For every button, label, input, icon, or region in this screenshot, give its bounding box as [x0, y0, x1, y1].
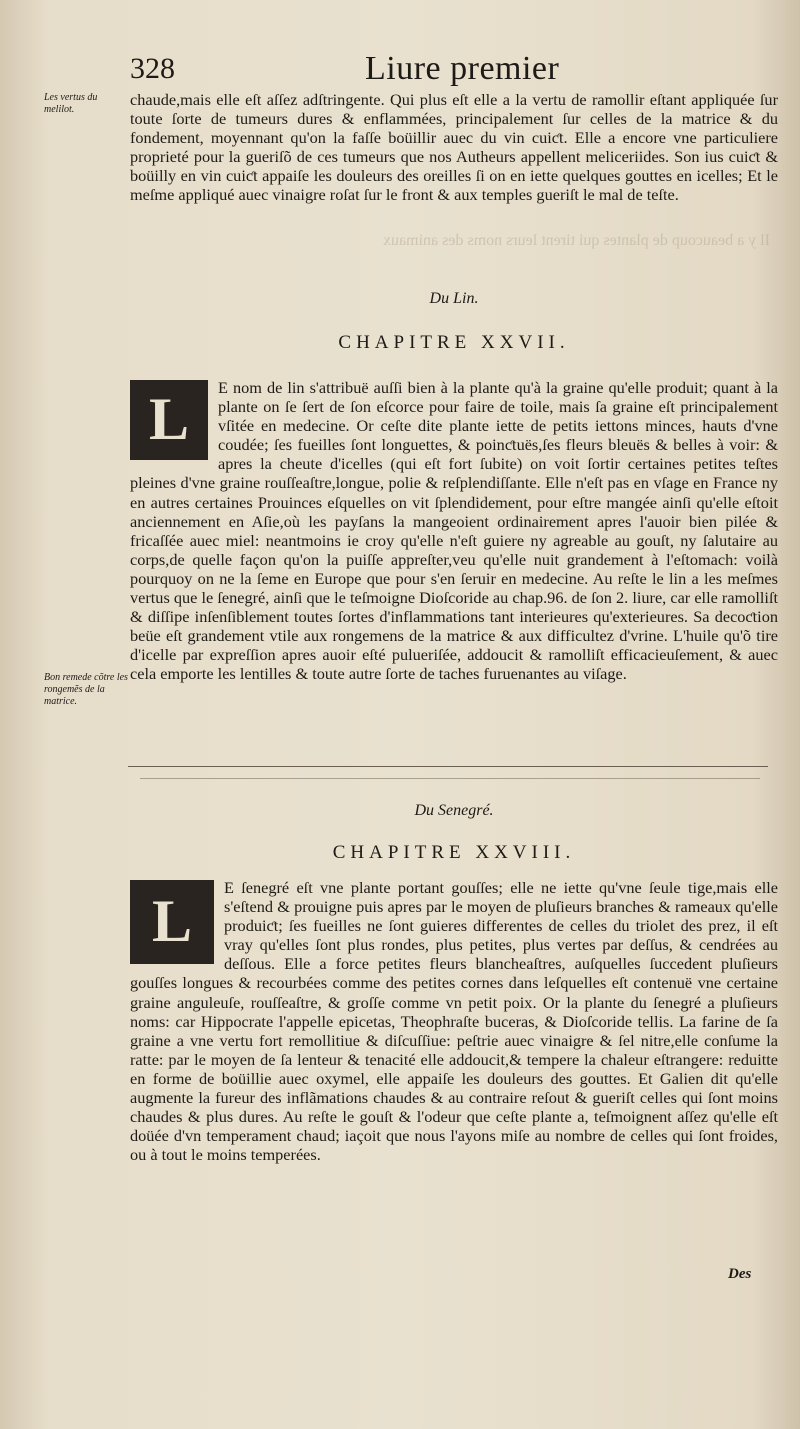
chapter-heading-27: CHAPITRE XXVII. [338, 332, 570, 353]
decorated-initial-letter: L [130, 880, 214, 964]
chapter-28-body [130, 878, 778, 1164]
paragraph-continuation: chaude,mais elle eſt aſſez adſtringente. Qui plus eſt elle a la vertu de ramollir eſtant appliquée ſur toute ſorte de tumeurs dures & enflammées, principalement ſur celles de la matrice & du fondement, moyennant qu'on la faſſe boüillir auec du vin cuiƈt. Elle a encore vne particuliere proprieté pour la gueriſõ de ces tumeurs que nos Autheurs appellent meliceriides. Son ius cuiƈt & boüilly en vin cuiƈt appaiſe les douleurs des oreilles ſi on en iette quelques gouttes en icelles; Et le meſme appliqué auec vinaigre roſat ſur le front & aux temples gueriſt le mal de teſte. [130, 90, 778, 205]
section-title-senegre: Du Senegré. [414, 802, 494, 819]
bleed-through-text: Il y a beaucoup de plantes qui tirent leurs noms des animaux [382, 232, 770, 249]
chapter-27-text: E nom de lin s'attribuë auſſi bien à la plante qu'à la graine qu'elle produit; quant à la plante on ſe ſert de ſon eſcorce pour faire de toile, mais ſa graine eſt principalement vſitée en medecine. Or ceſte dite plante iette de petits iettons minces, hauts d'vne coudée; ſes fueilles ſont longuettes, & poinƈtuës,ſes fleurs bleuës & belles à voir: & apres la cheute d'icelles (qui eſt fort ſubite) on voit ſortir certaines petites teſtes pleines d'vne graine rouſſeaſtre,longue, polie & reſplendiſſante. Elle n'eſt pas en vſage en France ny en autres certaines Prouinces eſquelles on vit ſplendidement, pour eſtre mangée ainſi qu'elle eſtoit anciennement en Aſie,où les payſans la mangeoient ordinairement apres l'auoir bien pilée & fricaſſée auec miel: neantmoins ie croy qu'elle n'eſt guiere ny agreable au gouſt, ny ſalutaire au corps,de quelle façon qu'on la puiſſe appreſter,veu qu'elle nuit grandement à l'eſtomach: voilà pourquoy on ne la ſeme en Europe que pour s'en ſeruir en medecine. Au reſte le lin a les meſmes vertus que le ſenegré, ainſi que le teſmoigne Dioſcoride au chap.96. de ſon 2. liure, car elle ramolliſt & diſſipe inſenſiblement toutes ſortes d'inflammations tant interieures qu'exterieures. Sa decoƈtion beüe eſt grandement vtile aux rongemens de la matrice & aux difficultez d'vrine. L'huile qu'õ tire d'icelle par expreſſion apres auoir eſté pulueriſée, addoucit & ramolliſt efficacieuſement, & auec cela emporte les lentilles & toute autre ſorte de taches furuenantes au viſage. [130, 378, 778, 684]
decorated-initial-letter: L [130, 380, 208, 460]
chapter-27-body [130, 378, 778, 684]
margin-note-remede: Bon remede cõtre les rongemẽs de la matrice. [44, 672, 128, 707]
chapter-28-text: E ſenegré eſt vne plante portant gouſſes; elle ne iette qu'vne ſeule tige,mais elle s'eſtend & prouigne puis apres par le moyen de pluſieurs branches & rameaux qu'elle produiƈt; ſes fueilles ne ſont guieres differentes de celles du triolet des prez, il eſt vray qu'elles ſont plus rondes, plus petites, plus vertes par deſſus, & cendrées au deſſous. Elle a force petites fleurs blancheaſtres, auſquelles ſuccedent pluſieurs gouſſes longues & recourbées comme des petites cornes dans leſquelles eſt contenuë vne certaine graine anguleuſe, rouſſeaſtre, & groſſe comme vn petit poix. Or la plante du ſenegré a pluſieurs noms: car Hippocrate l'appelle epicetas, Theophraſte buceras, & Dioſcoride tellis. La farine de ſa graine a vne vertu fort remollitiue & diſcuſſiue: peſtrie auec vinaigre & ſel nitre,elle conſume la ratte: par le moyen de ſa lenteur & tenacité elle addoucit,& tempere la chaleur eſtrangere: reduitte en forme de boüillie auec oxymel, elle appaiſe les douleurs des gouttes. Et Galien dit qu'elle augmente la fureur des inflãmations chaudes & au contraire reſout & gueriſt celles qui ſont moins chaudes & plus dures. Au reſte le gouſt & l'odeur que ceſte plante a, teſmoignent aſſez qu'elle eſt doüée d'vn temperament chaud; iaçoit que nous l'ayons miſe au nombre de celles qui ſont froides, ou à tout le moins temperées. [130, 878, 778, 1165]
section-divider [128, 766, 768, 767]
catchword: Des [728, 1266, 752, 1282]
margin-note-melilot: Les vertus du melilot. [44, 92, 98, 115]
chapter-heading-28: CHAPITRE XXVIII. [332, 842, 576, 863]
section-title-lin: Du Lin. [429, 290, 479, 307]
page-header [130, 52, 770, 92]
running-title: Liure premier [365, 50, 560, 87]
section-divider-faint [140, 778, 760, 779]
page-number: 328 [130, 52, 175, 85]
